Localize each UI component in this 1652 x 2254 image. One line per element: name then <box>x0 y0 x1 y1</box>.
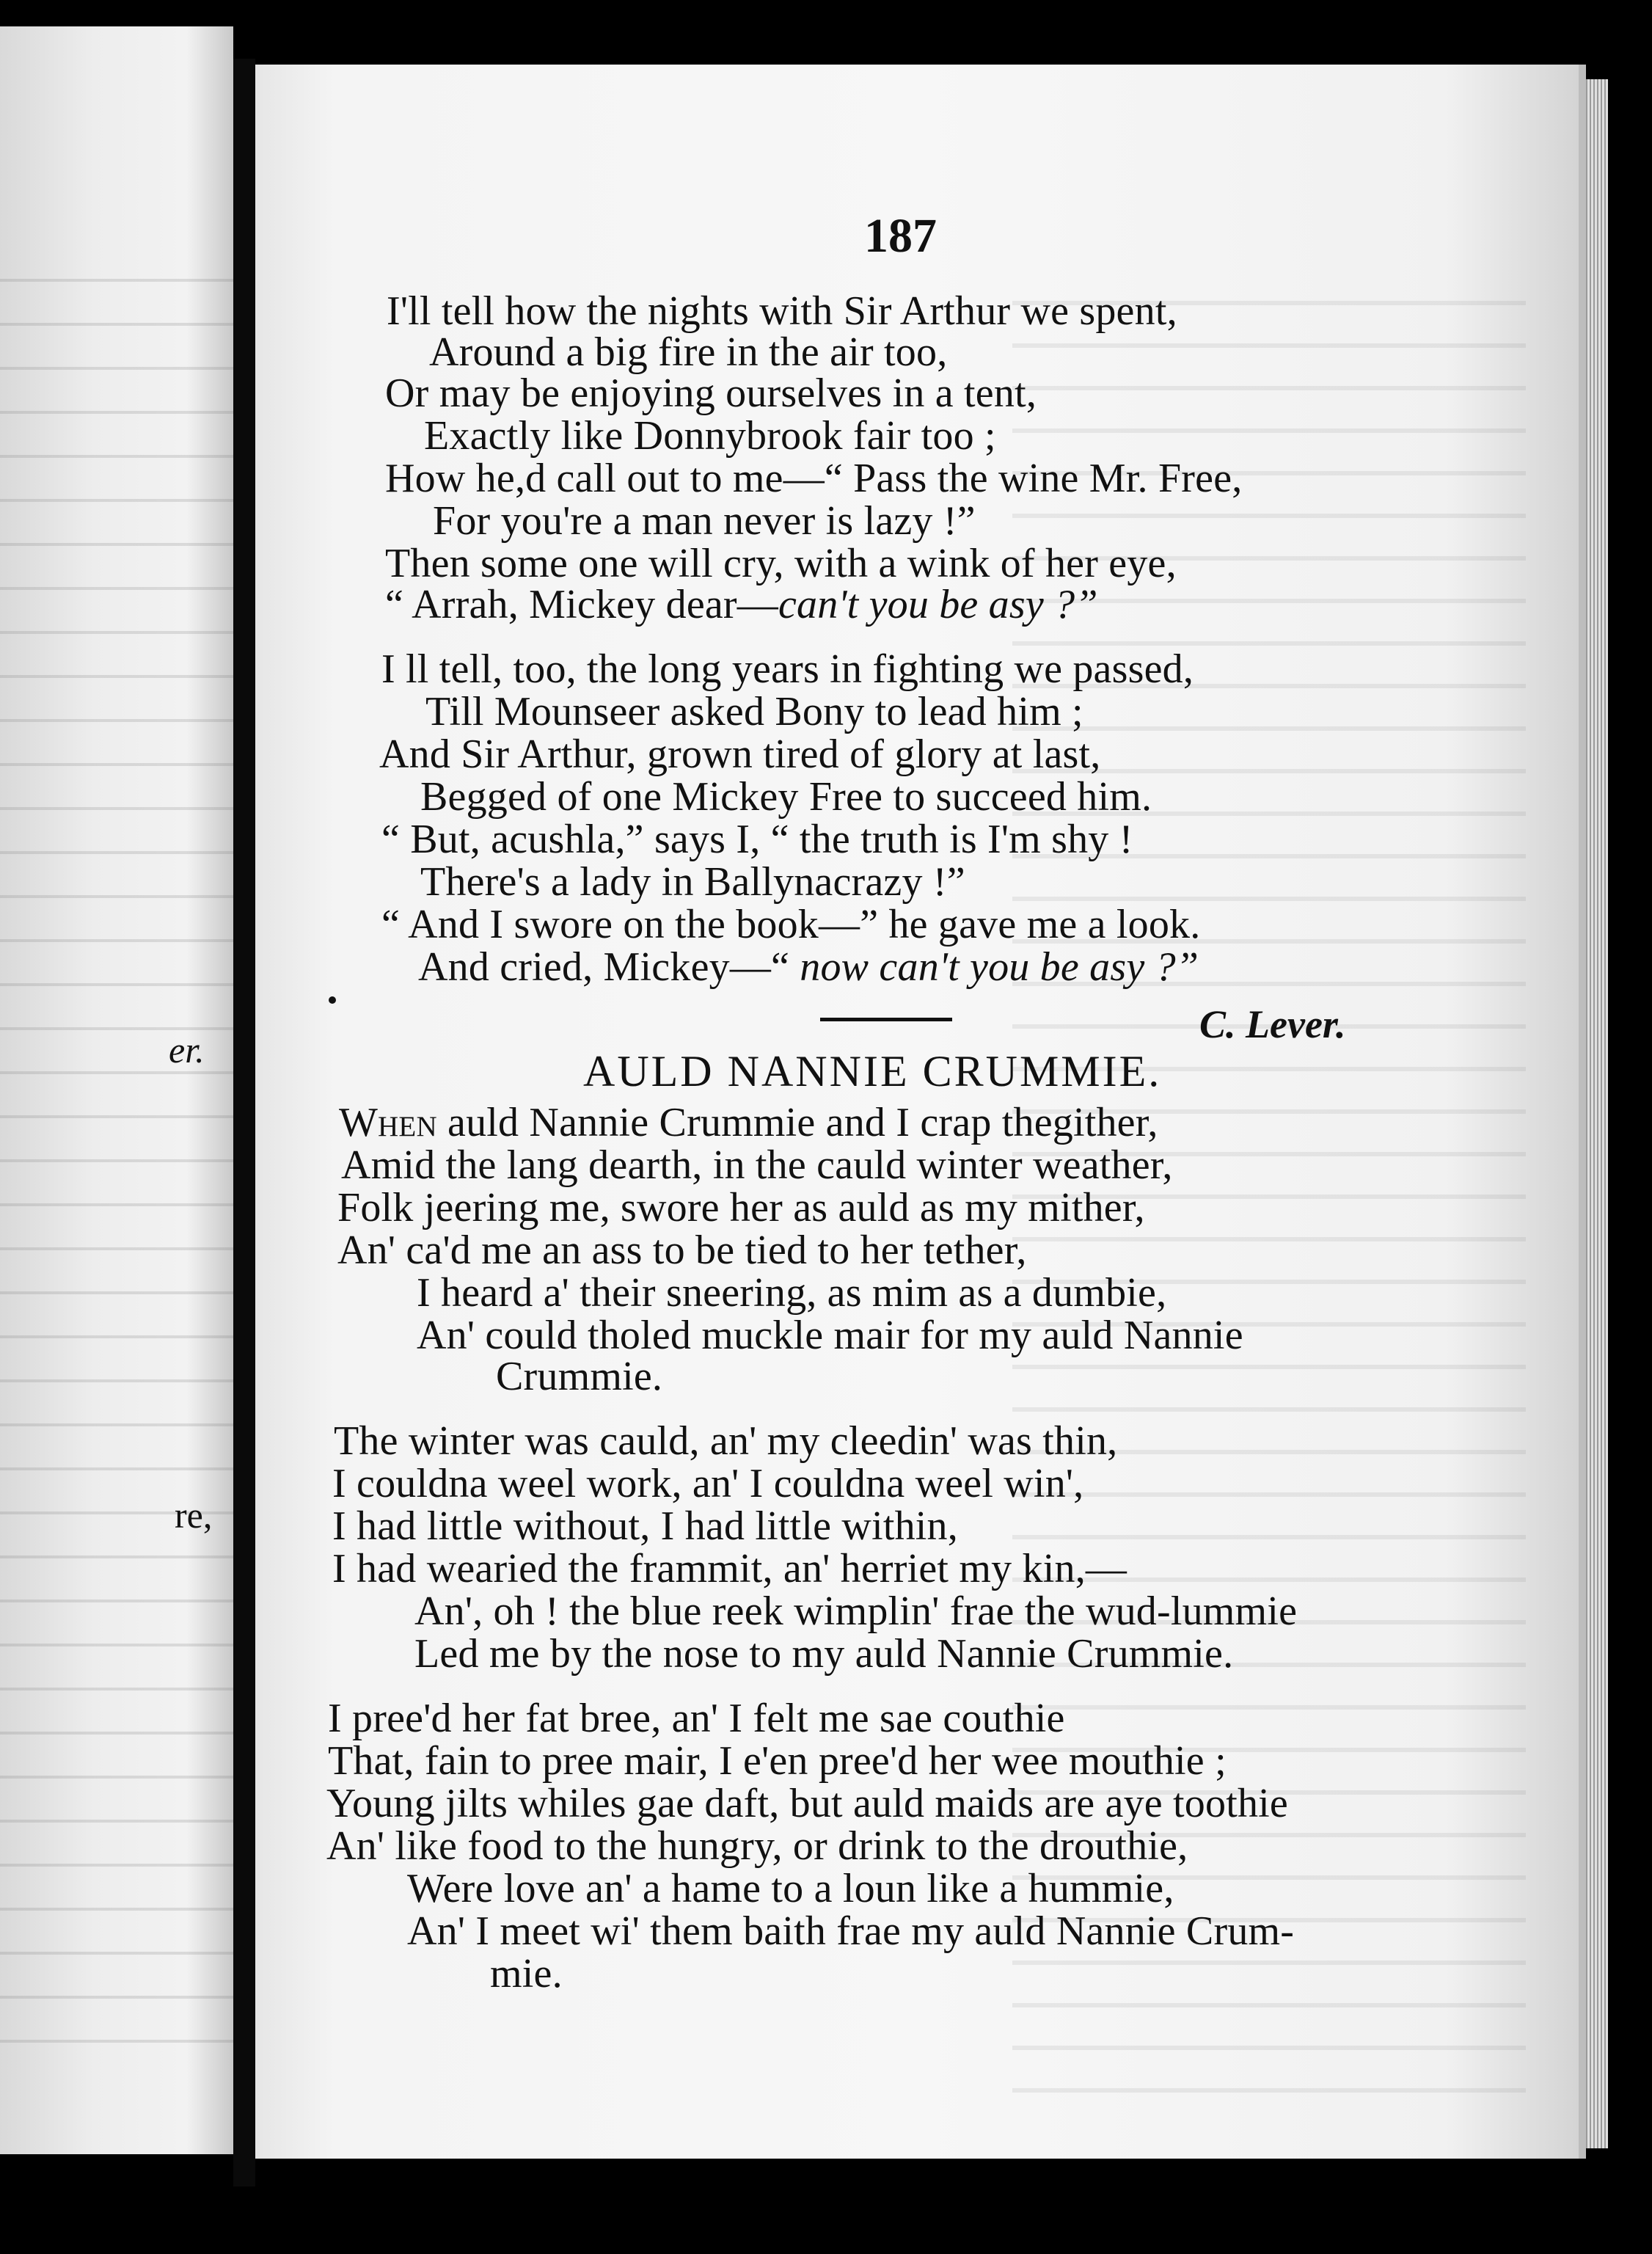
verse-line: Crummie. <box>496 1354 663 1399</box>
verse-italic-text: can't you be asy ?” <box>778 582 1098 627</box>
section-rule <box>820 1018 952 1021</box>
verse-line: For you're a man never is lazy !” <box>433 498 976 544</box>
verse-line: I had wearied the frammit, an' herriet my kin,— <box>332 1546 1127 1591</box>
left-page-bleedthrough <box>0 247 233 2081</box>
verse-text: And cried, Mickey—“ <box>418 944 800 990</box>
verse-line: Led me by the nose to my auld Nannie Crummie. <box>414 1631 1234 1677</box>
verse-line: And Sir Arthur, grown tired of glory at last, <box>379 732 1101 777</box>
left-page-fragment: re, <box>175 1495 213 1536</box>
verse-line: An' I meet wi' them baith frae my auld Nannie Crum- <box>407 1908 1295 1954</box>
verse-line <box>385 584 1098 625</box>
book-spine <box>233 59 255 2186</box>
poem-title: AULD NANNIE CRUMMIE. <box>583 1047 1162 1095</box>
verse-line: How he,d call out to me—“ Pass the wine Mr. Free, <box>385 456 1243 501</box>
ink-speck <box>329 996 336 1004</box>
verse-text: auld Nannie Crummie and I crap thegither, <box>436 1100 1158 1145</box>
verse-line: I couldna weel work, an' I couldna weel win', <box>332 1461 1084 1506</box>
verse-italic-text: now can't you be asy ?” <box>800 944 1199 990</box>
verse-line: Around a big fire in the air too, <box>429 329 948 375</box>
verse-line <box>339 1102 1158 1143</box>
verse-line: “ And I swore on the book—” he gave me a look. <box>381 902 1201 947</box>
verse-line: Exactly like Donnybrook fair too ; <box>424 413 996 459</box>
verse-line: mie. <box>490 1951 563 1996</box>
verse-line: Young jilts whiles gae daft, but auld maids are aye toothie <box>326 1781 1288 1826</box>
page-edges <box>1586 79 1608 2148</box>
verse-line: I pree'd her fat bree, an' I felt me sae couthie <box>328 1696 1065 1741</box>
verse-line: “ But, acushla,” says I, “ the truth is I'm shy ! <box>381 817 1133 862</box>
verse-line: An' like food to the hungry, or drink to the drouthie, <box>326 1823 1188 1869</box>
left-page-fragment: er. <box>169 1029 205 1071</box>
verse-line: I had little without, I had little within, <box>332 1503 958 1549</box>
verse-line: I heard a' their sneering, as mim as a dumbie, <box>417 1270 1167 1316</box>
verse-line: Were love an' a hame to a loun like a hummie, <box>407 1866 1174 1911</box>
verse-line: Or may be enjoying ourselves in a tent, <box>385 371 1037 416</box>
verse-line: There's a lady in Ballynacrazy !” <box>420 859 965 905</box>
verse-line: I ll tell, too, the long years in fighting we passed, <box>381 646 1194 692</box>
verse-line: Begged of one Mickey Free to succeed him. <box>420 774 1152 820</box>
verse-line: An' ca'd me an ass to be tied to her tether, <box>337 1228 1027 1273</box>
verse-line <box>418 944 1199 990</box>
page-number: 187 <box>864 209 937 263</box>
verse-line: Till Mounseer asked Bony to lead him ; <box>425 689 1083 734</box>
verse-line: Then some one will cry, with a wink of her eye, <box>385 541 1177 586</box>
verse-line: An' could tholed muckle mair for my auld Nannie <box>417 1313 1243 1358</box>
author-signature: C. Lever. <box>1199 1002 1346 1046</box>
left-facing-page <box>0 26 233 2154</box>
verse-line: An', oh ! the blue reek wimplin' frae the wud-lummie <box>414 1589 1298 1634</box>
verse-line: Folk jeering me, swore her as auld as my mither, <box>337 1185 1145 1230</box>
verse-text: “ Arrah, Mickey dear— <box>385 582 778 627</box>
verse-smallcaps-text: When <box>339 1100 437 1145</box>
verse-line: Amid the lang dearth, in the cauld winter weather, <box>341 1142 1173 1188</box>
verse-line: That, fain to pree mair, I e'en pree'd her wee mouthie ; <box>328 1738 1227 1784</box>
verse-line: The winter was cauld, an' my cleedin' was thin, <box>334 1418 1118 1464</box>
verse-line: I'll tell how the nights with Sir Arthur we spent, <box>387 288 1177 334</box>
